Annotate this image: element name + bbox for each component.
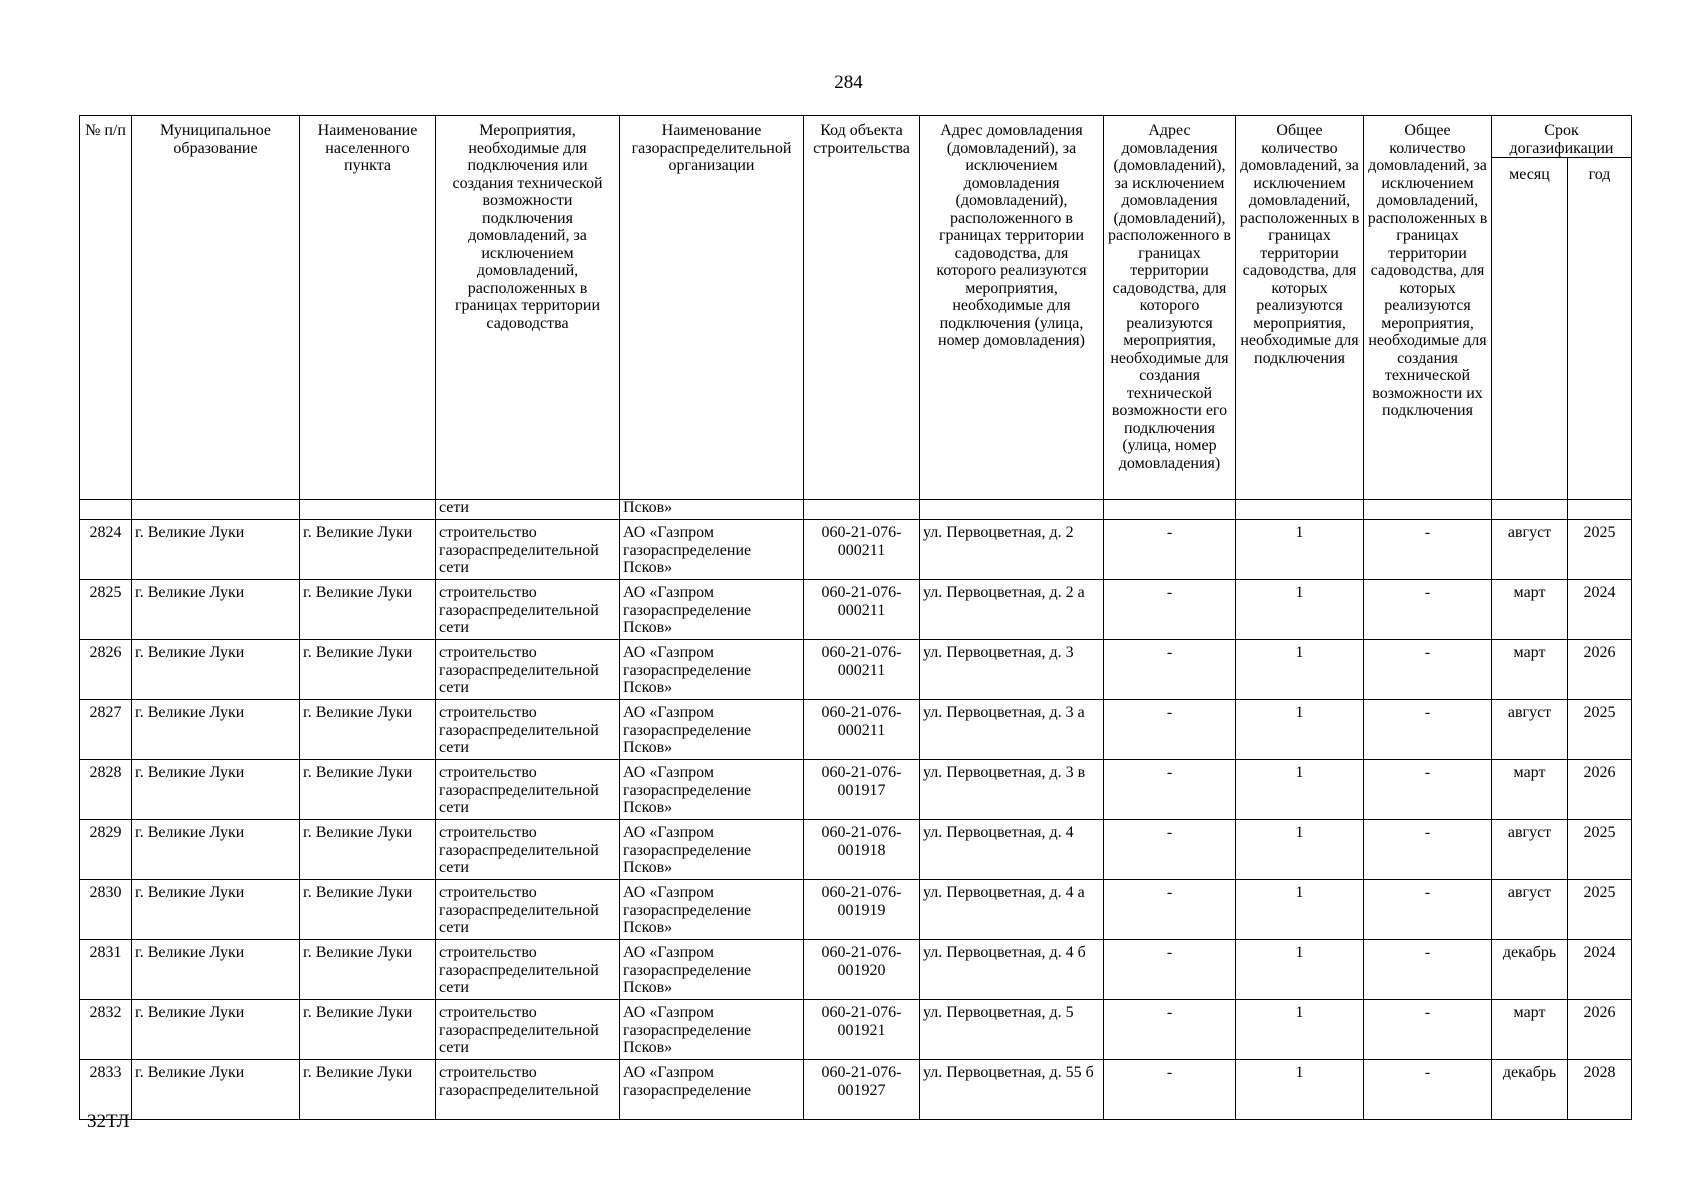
cell-year: 2024 [1568,580,1632,640]
cell-gas-org: АО «Газпром газораспределение Псков» [620,700,804,760]
cell-settlement: г. Великие Луки [300,1000,436,1060]
cell-gas-org: АО «Газпром газораспределение Псков» [620,880,804,940]
cell-address: ул. Первоцветная, д. 5 [920,1000,1104,1060]
header-total-tech: Общее количество домовладений, за исключением домовладений, расположенных в границах территории садоводства, для которых реализуются мероприятия, необходимые для создания технической возможности их подключения [1364,116,1492,500]
cell-total-tech: - [1364,640,1492,700]
header-address-excl: Адрес домовладения (домовладений), за исключением домовладения (домовладений), расположенного в границах территории садоводства, для которого реализуются мероприятия, необходимые для подключения (улица, номер домовладения) [920,116,1104,500]
cell-month: август [1492,700,1568,760]
cell-object-code: 060-21-076-001917 [804,760,920,820]
cell-object-code: 060-21-076-001919 [804,880,920,940]
cell-total-tech: - [1364,1000,1492,1060]
header-address-garden: Адрес домовладения (домовладений), за исключением домовладения (домовладений), расположенного в границах территории садоводства, для которого реализуются мероприятия, необходимые для создания технической возможности его подключения (улица, номер домовладения) [1104,116,1236,500]
header-municipality: Муниципальное образование [132,116,300,500]
cell-num: 2824 [80,520,132,580]
cell-total-connect: 1 [1236,1000,1364,1060]
cell-municipality: г. Великие Луки [132,700,300,760]
cell-address: ул. Первоцветная, д. 2 [920,520,1104,580]
cell-year: 2025 [1568,520,1632,580]
continuation-row [80,500,1632,520]
cell-address-garden: - [1104,520,1236,580]
header-total-connect: Общее количество домовладений, за исключением домовладений, расположенных в границах территории садоводства, для которых реализуются мероприятия, необходимые для подключения [1236,116,1364,500]
cell-municipality: г. Великие Луки [132,1000,300,1060]
cell-total-connect: 1 [1236,880,1364,940]
cell-address: ул. Первоцветная, д. 3 [920,640,1104,700]
cell-settlement: г. Великие Луки [300,700,436,760]
table-row [80,940,1632,1000]
cell-municipality: г. Великие Луки [132,760,300,820]
cell-num: 2827 [80,700,132,760]
cell-municipality: г. Великие Луки [132,880,300,940]
cell-total-connect: 1 [1236,1060,1364,1120]
header-settlement: Наименование населенного пункта [300,116,436,500]
cell-object-code: 060-21-076-000211 [804,700,920,760]
header-month: месяц [1492,158,1568,500]
cell-year: 2025 [1568,700,1632,760]
cell-month: август [1492,820,1568,880]
table-row [80,880,1632,940]
continuation-org: Псков» [620,500,804,520]
table-row [80,640,1632,700]
cell-address-garden: - [1104,820,1236,880]
cell-month: март [1492,580,1568,640]
cell-object-code: 060-21-076-001918 [804,820,920,880]
cell-gas-org: АО «Газпром газораспределение Псков» [620,820,804,880]
cell-total-tech: - [1364,940,1492,1000]
cell-year: 2025 [1568,880,1632,940]
cell-measure: строительство газораспределительной сети [436,820,620,880]
cell-year: 2026 [1568,640,1632,700]
cell-address-garden: - [1104,640,1236,700]
cell-total-tech: - [1364,1060,1492,1120]
cell-measure: строительство газораспределительной сети [436,700,620,760]
cell-num: 2831 [80,940,132,1000]
cell-year: 2026 [1568,760,1632,820]
cell-num: 2833 [80,1060,132,1120]
cell-address: ул. Первоцветная, д. 4 а [920,880,1104,940]
cell-total-connect: 1 [1236,580,1364,640]
table-row [80,1060,1632,1120]
cell-settlement: г. Великие Луки [300,880,436,940]
cell-num: 2826 [80,640,132,700]
footer-code: 32ТЛ [87,1111,130,1132]
cell-total-tech: - [1364,880,1492,940]
cell-address: ул. Первоцветная, д. 2 а [920,580,1104,640]
cell-month: март [1492,640,1568,700]
cell-year: 2026 [1568,1000,1632,1060]
page-number: 284 [834,72,863,93]
header-deadline: Срок догазификации [1492,116,1632,158]
cell-measure: строительство газораспределительной сети [436,580,620,640]
cell-municipality: г. Великие Луки [132,1060,300,1120]
table-row [80,580,1632,640]
header-gas-org: Наименование газораспределительной организации [620,116,804,500]
cell-measure: строительство газораспределительной сети [436,640,620,700]
cell-address-garden: - [1104,760,1236,820]
cell-object-code: 060-21-076-001920 [804,940,920,1000]
cell-settlement: г. Великие Луки [300,580,436,640]
cell-object-code: 060-21-076-001927 [804,1060,920,1120]
cell-object-code: 060-21-076-000211 [804,520,920,580]
cell-address-garden: - [1104,580,1236,640]
cell-address: ул. Первоцветная, д. 4 б [920,940,1104,1000]
header-num: № п/п [80,116,132,500]
cell-total-connect: 1 [1236,940,1364,1000]
cell-address-garden: - [1104,880,1236,940]
cell-address-garden: - [1104,940,1236,1000]
cell-address-garden: - [1104,1000,1236,1060]
cell-measure: строительство газораспределительной сети [436,520,620,580]
cell-gas-org: АО «Газпром газораспределение Псков» [620,580,804,640]
cell-address: ул. Первоцветная, д. 3 в [920,760,1104,820]
cell-municipality: г. Великие Луки [132,580,300,640]
cell-month: декабрь [1492,1060,1568,1120]
cell-num: 2828 [80,760,132,820]
cell-address-garden: - [1104,1060,1236,1120]
cell-gas-org: АО «Газпром газораспределение Псков» [620,640,804,700]
cell-total-connect: 1 [1236,640,1364,700]
cell-settlement: г. Великие Луки [300,1060,436,1120]
cell-measure: строительство газораспределительной сети [436,1000,620,1060]
cell-settlement: г. Великие Луки [300,940,436,1000]
cell-month: август [1492,520,1568,580]
cell-gas-org: АО «Газпром газораспределение [620,1060,804,1120]
table-row [80,700,1632,760]
cell-object-code: 060-21-076-000211 [804,640,920,700]
cell-measure: строительство газораспределительной сети [436,940,620,1000]
cell-total-connect: 1 [1236,520,1364,580]
cell-address-garden: - [1104,700,1236,760]
cell-month: март [1492,760,1568,820]
cell-municipality: г. Великие Луки [132,820,300,880]
cell-month: декабрь [1492,940,1568,1000]
cell-object-code: 060-21-076-001921 [804,1000,920,1060]
cell-gas-org: АО «Газпром газораспределение Псков» [620,760,804,820]
cell-total-connect: 1 [1236,760,1364,820]
cell-num: 2830 [80,880,132,940]
table-row [80,1000,1632,1060]
cell-num: 2825 [80,580,132,640]
cell-gas-org: АО «Газпром газораспределение Псков» [620,1000,804,1060]
cell-municipality: г. Великие Луки [132,940,300,1000]
table-row [80,820,1632,880]
cell-measure: строительство газораспределительной сети [436,880,620,940]
cell-settlement: г. Великие Луки [300,820,436,880]
cell-settlement: г. Великие Луки [300,520,436,580]
cell-municipality: г. Великие Луки [132,520,300,580]
cell-settlement: г. Великие Луки [300,760,436,820]
cell-settlement: г. Великие Луки [300,640,436,700]
cell-total-tech: - [1364,700,1492,760]
cell-year: 2025 [1568,820,1632,880]
cell-gas-org: АО «Газпром газораспределение Псков» [620,940,804,1000]
cell-total-tech: - [1364,760,1492,820]
cell-address: ул. Первоцветная, д. 55 б [920,1060,1104,1120]
cell-year: 2024 [1568,940,1632,1000]
cell-measure: строительство газораспределительной сети [436,760,620,820]
header-object-code: Код объекта строительства [804,116,920,500]
cell-year: 2028 [1568,1060,1632,1120]
cell-month: март [1492,1000,1568,1060]
cell-total-connect: 1 [1236,820,1364,880]
cell-address: ул. Первоцветная, д. 4 [920,820,1104,880]
cell-object-code: 060-21-076-000211 [804,580,920,640]
cell-gas-org: АО «Газпром газораспределение Псков» [620,520,804,580]
cell-month: август [1492,880,1568,940]
cell-num: 2829 [80,820,132,880]
continuation-measure: сети [436,500,620,520]
header-measures: Мероприятия, необходимые для подключения или создания технической возможности подключения домовладений, за исключением домовладений, расположенных в границах территории садоводства [436,116,620,500]
header-row [80,116,1632,158]
cell-total-connect: 1 [1236,700,1364,760]
cell-total-tech: - [1364,820,1492,880]
cell-total-tech: - [1364,520,1492,580]
table-row [80,520,1632,580]
cell-total-tech: - [1364,580,1492,640]
cell-num: 2832 [80,1000,132,1060]
cell-measure: строительство газораспределительной [436,1060,620,1120]
table-row [80,760,1632,820]
cell-municipality: г. Великие Луки [132,640,300,700]
header-year: год [1568,158,1632,500]
cell-address: ул. Первоцветная, д. 3 а [920,700,1104,760]
gasification-table [79,115,1632,1120]
